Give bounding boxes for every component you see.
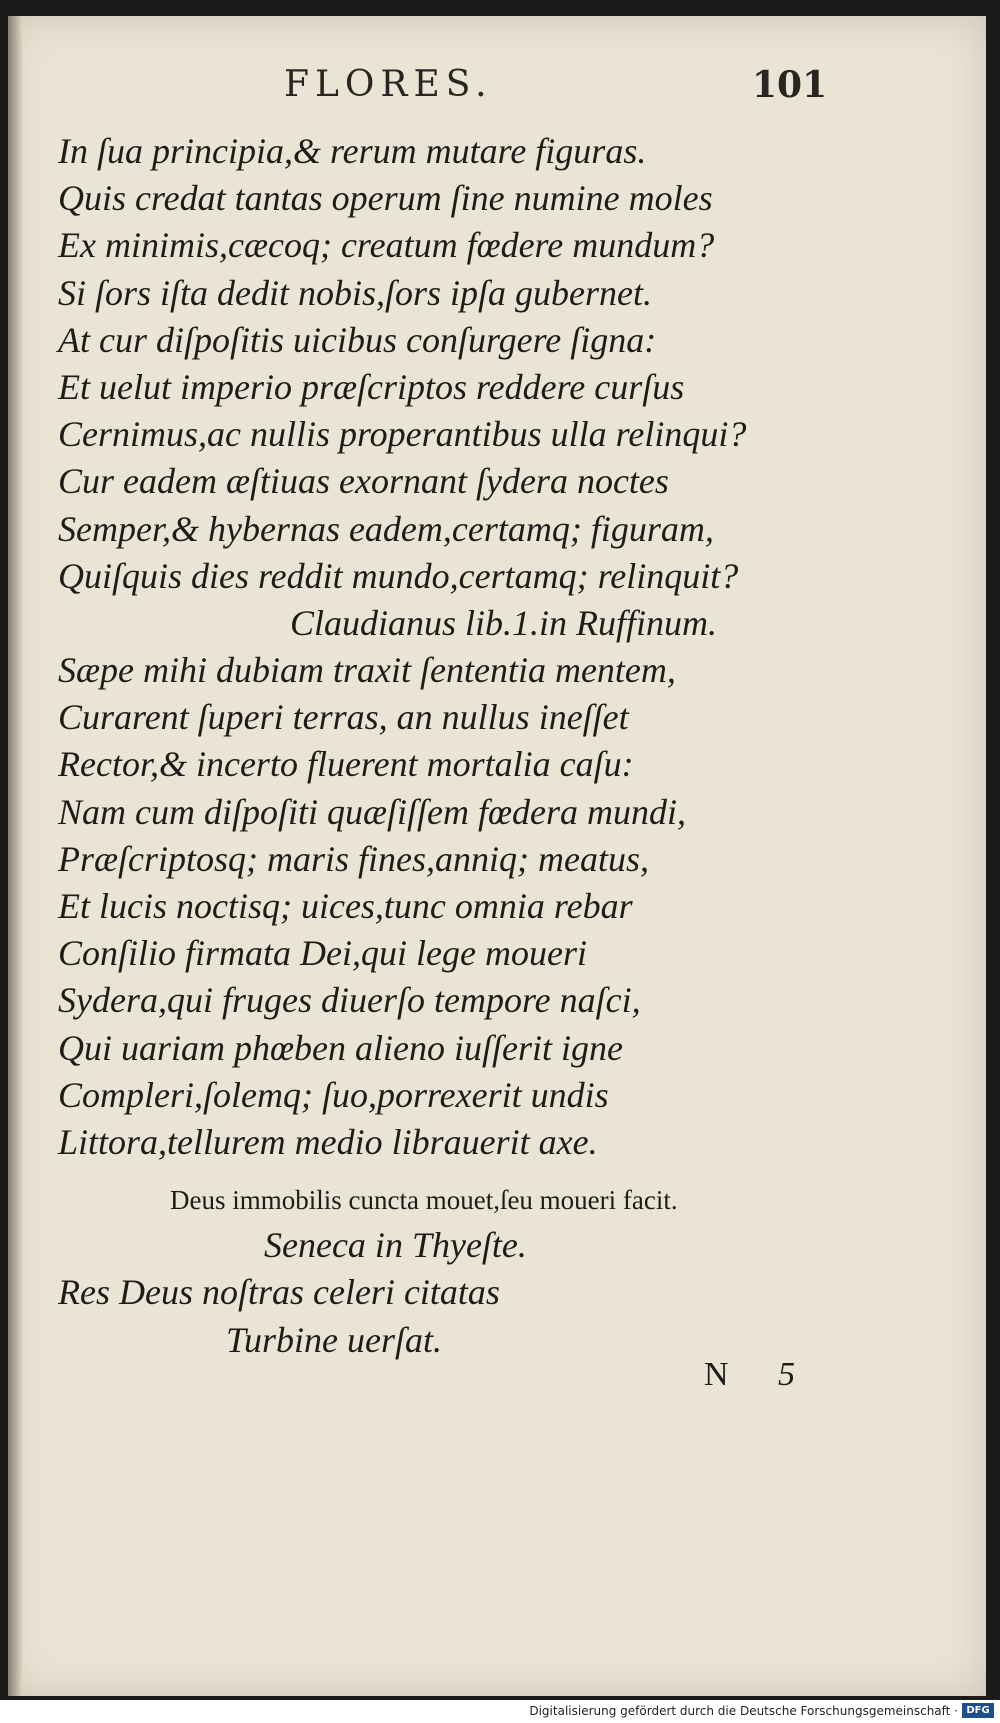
verse-line: Quiſquis dies reddit mundo,certamq; relinquit? [58,555,739,596]
verse-line: Cur eadem æſtiuas exornant ſydera noctes [58,461,669,502]
signature-letter: N [704,1356,729,1393]
page-number: 101 [752,64,828,106]
verse-line: Et uelut imperio præſcriptos reddere curſus [58,366,685,407]
verse-line: Ex minimis,cæcoq; creatum fœdere mundum? [58,225,715,266]
verse-line: Compleri,ſolemq; ſuo,porrexerit undis [58,1074,609,1115]
running-head-title: FLORES. [284,64,493,105]
verse-line: Nam cum diſpoſiti quæſiſſem fœdera mundi, [58,791,686,832]
verse-line: Quis credat tantas operum ſine numine moles [58,178,713,219]
verse-line: Sydera,qui fruges diuerſo tempore naſci, [58,980,641,1021]
verse-line: Cernimus,ac nullis properantibus ulla relinqui? [58,414,747,455]
signature-number: 5 [778,1356,795,1393]
verse-line: Si ſors iſta dedit nobis,ſors ipſa gubernet. [58,272,653,313]
attribution-claudianus: Claudianus lib.1.in Ruffinum. [290,602,718,643]
verse-line: Curarent ſuperi terras, an nullus ineſſet [58,697,629,738]
page-gutter [8,16,22,1696]
book-page [8,16,986,1696]
page-text [58,128,958,1364]
verse-line: At cur diſpoſitis uicibus conſurgere ſigna: [58,319,657,360]
verse-line: In ſua principia,& rerum mutare figuras. [58,131,647,171]
verse-line: Qui uariam phœben alieno iuſſerit igne [58,1027,623,1068]
verse-line: Conſilio firmata Dei,qui lege moueri [58,933,587,974]
footer-credit: Digitalisierung gefördert durch die Deutsche Forschungsgemeinschaft · [529,1704,958,1718]
verse-line: Res Deus noſtras celeri citatas [58,1272,500,1313]
verse-line: Turbine uerſat. [226,1319,443,1360]
section-heading: Deus immobilis cuncta mouet,ſeu moueri facit. [170,1185,678,1216]
verse-line: Sæpe mihi dubiam traxit ſententia mentem, [58,650,676,691]
digitization-footer [0,1700,1000,1723]
dfg-logo-icon: DFG [962,1703,994,1718]
verse-line: Rector,& incerto fluerent mortalia caſu: [58,744,634,785]
verse-line: Littora,tellurem medio librauerit axe. [58,1121,598,1162]
verse-line: Præſcriptosq; maris fines,anniq; meatus, [58,838,649,879]
verse-line: Semper,& hybernas eadem,certamq; figuram, [58,508,714,549]
attribution-seneca: Seneca in Thyeſte. [264,1225,527,1266]
verse-line: Et lucis noctisq; uices,tunc omnia rebar [58,886,633,926]
